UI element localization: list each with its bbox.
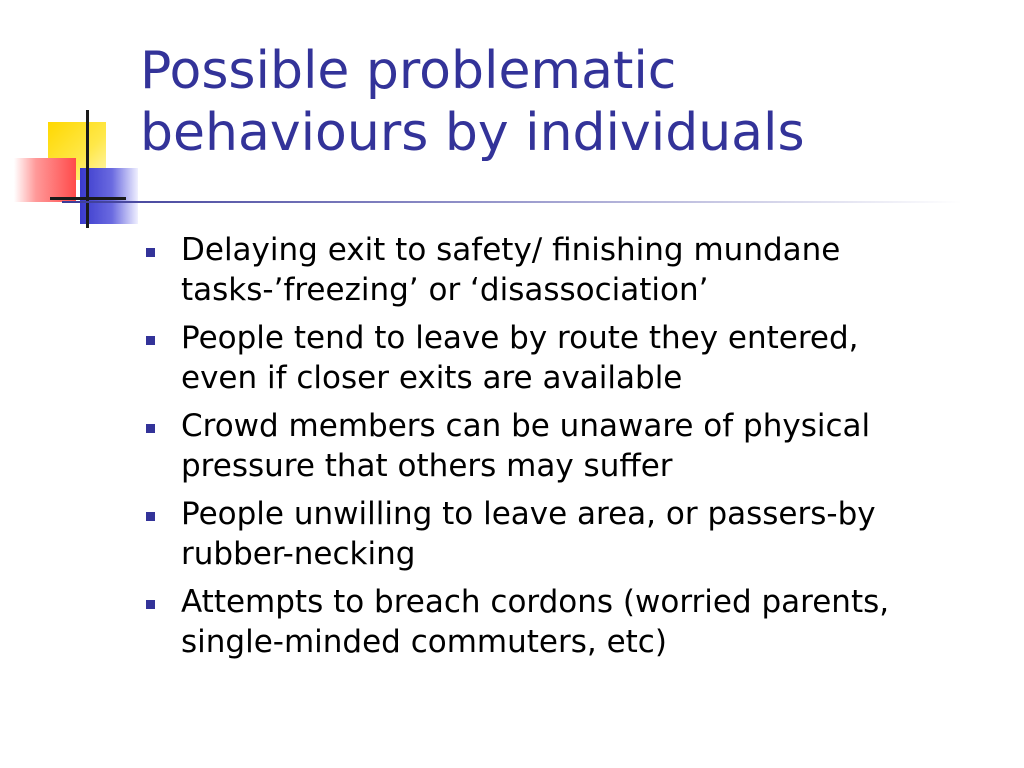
horizontal-line-decoration [50, 197, 126, 200]
square-bullet-icon [146, 600, 155, 609]
bullet-item [146, 406, 1006, 486]
bullet-text-line: Crowd members can be unaware of physical [181, 408, 871, 444]
bullet-text-line: rubber-necking [181, 536, 416, 572]
square-bullet-icon [146, 336, 155, 345]
bullet-list [146, 230, 1006, 670]
bullet-text-line: People unwilling to leave area, or passers-by [181, 496, 876, 532]
title-underline-rule [62, 201, 962, 203]
bullet-text-line: Delaying exit to safety/ finishing mundane [181, 232, 841, 268]
bullet-text-line: pressure that others may suffer [181, 448, 673, 484]
bullet-item [146, 582, 1006, 662]
bullet-item [146, 494, 1006, 574]
slide-title-line-1: Possible problematic [140, 41, 677, 101]
bullet-text-line: tasks-’freezing’ or ‘disassociation’ [181, 272, 709, 308]
vertical-line-decoration [86, 110, 89, 228]
bullet-text-line: single-minded commuters, etc) [181, 624, 667, 660]
red-square-decoration [14, 158, 76, 202]
slide-title [140, 40, 1000, 164]
bullet-text-line: Attempts to breach cordons (worried parents, [181, 584, 890, 620]
bullet-item [146, 230, 1006, 310]
bullet-text-line: People tend to leave by route they entered, [181, 320, 859, 356]
square-bullet-icon [146, 512, 155, 521]
square-bullet-icon [146, 248, 155, 257]
bullet-text-line: even if closer exits are available [181, 360, 683, 396]
slide-title-line-2: behaviours by individuals [140, 103, 805, 163]
bullet-item [146, 318, 1006, 398]
square-bullet-icon [146, 424, 155, 433]
